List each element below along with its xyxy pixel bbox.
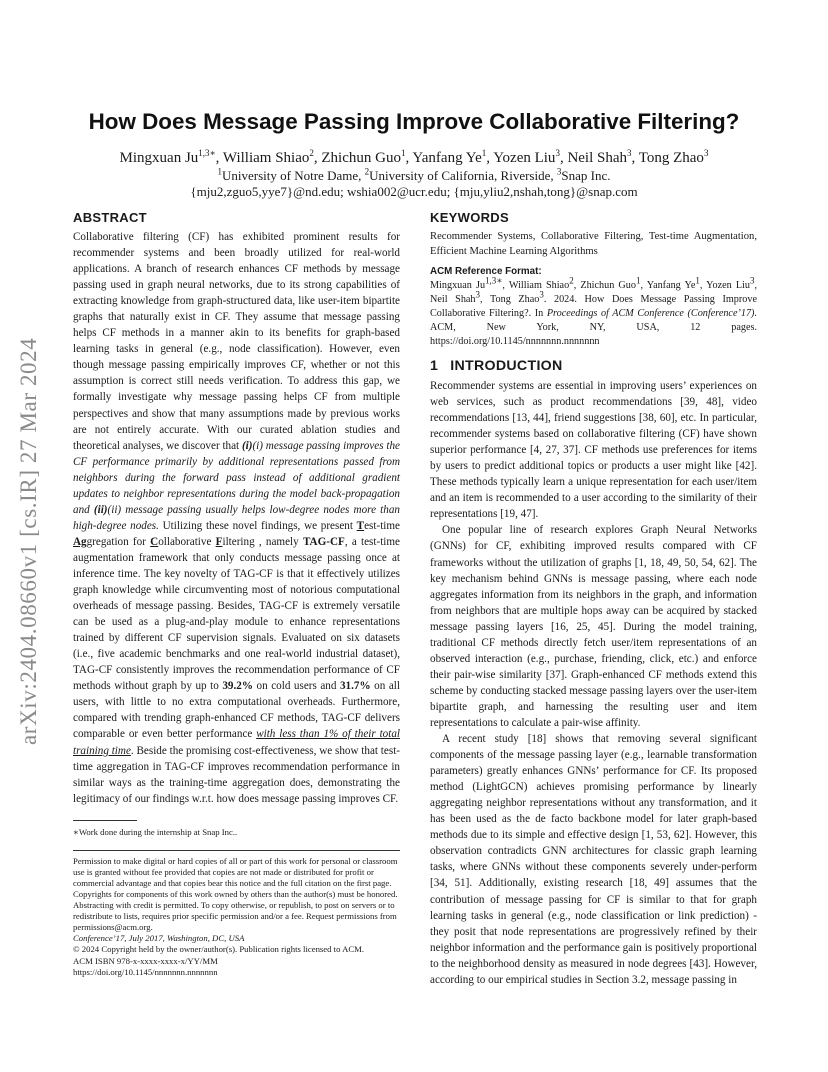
right-column bbox=[430, 210, 757, 988]
permission-notice: Permission to make digital or hard copies of all or part of this work for personal or classroom use is granted without fee provided that copies are not made or distributed for profit or commercial advantage and that copies bear this notice and the full citation on the first page. Copyrights for components of this work owned by others than the author(s) must be honored. Abstracting with credit is permitted. To copy otherwise, or republish, to post on servers or to redistribute to lists, requires prior specific permission and/or a fee. Request permissions from permissions@acm.org. bbox=[73, 855, 398, 933]
permission-divider bbox=[73, 850, 400, 851]
conference-info: Conference’17, July 2017, Washington, DC, USA bbox=[73, 933, 245, 944]
author-affil-sup: 3 bbox=[555, 148, 560, 158]
arxiv-stamp: arXiv:2404.08660v1 [cs.IR] 27 Mar 2024 bbox=[16, 337, 41, 745]
author-affil-sup: 1,3∗ bbox=[198, 148, 216, 158]
author-affil-sup: 2 bbox=[309, 148, 314, 158]
acm-reference-heading: ACM Reference Format: bbox=[430, 266, 542, 277]
copyright-line: © 2024 Copyright held by the owner/author(s). Publication rights licensed to ACM. bbox=[73, 944, 365, 955]
affiliation: University of Notre Dame, bbox=[222, 168, 365, 183]
affil-sup: 2 bbox=[364, 166, 370, 177]
affiliation: Snap Inc. bbox=[561, 168, 611, 183]
affil-sup: 3 bbox=[556, 166, 562, 177]
keywords-heading: KEYWORDS bbox=[430, 210, 509, 225]
intro-paragraph: A recent study [18] shows that removing several significant components of the message passing layer (e.g., learnable transformation parameters) greatly enhances GNNs’ performance for CF. Its proposed method (LightGCN) achieves promising performance by linearly aggregating neighbor representations without any transformation, and it has been used as the de facto backbone model for later graph-based methods due to its simple and effective design [1, 53, 62]. However, this observation contradicts GNN architectures for classic graph learning tasks, where GNNs without these components severely under-perform [34, 51]. Additionally, existing research [18, 49] assumes that the contribution of message passing for CF is similar to that for graph learning tasks in general (e.g., node classification or link prediction) - they posit that node representations are progressively refined by their neighbor information and the performance gain is positively proportional to the neighborhood density as measured in node degrees [43]. However, according to our empirical studies in Section 3.2, message passing in bbox=[430, 733, 757, 986]
acm-reference-text: Mingxuan $Ju^{1,3∗}$, William Shiao$^2$, Zhichun Guo$^1$, Yanfang Ye$^1$, Yozen Liu$^3$, Neil Shah$^3$, Tong Zhao$^3$. 2024. How Does Message Passing Improve Collaborative Filtering?. In Proceedings of ACM Conference (Conference’17). ACM, New York, NY, USA, 12 pages. https://doi.org/10.1145/nnnnnnn.nnnnnnn bbox=[430, 275, 758, 347]
abstract-text: Collaborative filtering (CF) has exhibited prominent results for recommender systems and been broadly utilized for real-world applications. A branch of research enhances CF methods by message passing used in graph neural networks, due to its strong capabilities of extracting knowledge from graph-structured data, like user-item bipartite graphs that naturally exist in CF. They assume that message passing helps CF methods in a manner akin to its benefits for graph-based learning tasks in general (e.g., node classification). However, even though message passing empirically improves CF, whether or not this assumption is correct still needs verification. To address this gap, we formally investigate why message passing helps CF from multiple perspectives and show that many assumptions made by previous works are not entirely accurate. With our curated ablation studies and theoretical analyses, we discover that (i)(i) message passing improves the CF performance primarily by additional representations passed from neighbors during the forward pass instead of additional gradient updates to neighbor representations during the model back-propagation and (ii)(ii) message passing usually helps low-degree nodes more than high-degree nodes. Utilizing these novel findings, we present Test-time Aggregation for Collaborative Filtering , namely TAG-CF, a test-time augmentation framework that only conducts message passing once at inference time. The key novelty of TAG-CF is that it effectively utilizes graph knowledge while circumventing most of notorious computational overheads of message passing. Besides, TAG-CF is extremely versatile can be used as a plug-and-play module to enhance representations trained by different CF supervision signals. Evaluated on six datasets (i.e., five academic benchmarks and one real-world industrial dataset), TAG-CF consistently improves the recommendation performance of CF methods without graph by up to 39.2% on cold users and 31.7% on all users, with little to no extra computational overheads. Furthermore, compared with trending graph-enhanced CF methods, TAG-CF delivers comparable or even better performance with less than 1% of their total training time. Beside the promising cost-effectiveness, we show that test-time aggregation in TAG-CF improves recommendation performance in similar ways as the training-time aggregation does, demonstrating the legitimacy of our findings w.r.t. how does message passing improves CF. bbox=[73, 231, 400, 805]
author-name: Tong Zhao bbox=[638, 150, 704, 166]
author-name: Yozen Liu bbox=[493, 150, 556, 166]
affiliations bbox=[0, 168, 828, 184]
author-list: Mingxuan $Ju^{1,3∗}$, William Shiao$^2$, Zhichun Guo$^1$, Yanfang Ye$^1$, Yozen Liu$^3$, Neil Shah$^3$, Tong Zhao$^3$ bbox=[119, 148, 709, 166]
footnote: ∗Work done during the internship at Snap Inc.. bbox=[73, 826, 238, 837]
isbn-line: ACM ISBN 978-x-xxxx-xxxx-x/YY/MM bbox=[73, 955, 218, 966]
author-name: Neil Shah bbox=[567, 150, 628, 166]
author-affil-sup: 3 bbox=[703, 148, 709, 158]
abstract-heading: ABSTRACT bbox=[73, 210, 147, 225]
footnote-divider bbox=[73, 820, 137, 821]
keywords-text: Recommender Systems, Collaborative Filtering, Test-time Augmentation, Efficient Machine Learning Algorithms bbox=[430, 231, 757, 257]
affil-sup: 1 bbox=[217, 166, 223, 177]
author-name: Mingxuan Ju bbox=[119, 150, 199, 166]
author-affil-sup: 3 bbox=[627, 148, 632, 158]
author-affil-sup: 1 bbox=[400, 148, 406, 158]
author-emails: {mju2,zguo5,yye7}@nd.edu; wshia002@ucr.edu; {mju,yliu2,nshah,tong}@snap.com bbox=[190, 184, 638, 199]
introduction-heading: 1 INTRODUCTION bbox=[430, 358, 563, 374]
intro-paragraph: Recommender systems are essential in improving users’ experiences on web services, such as product recommendations [39, 48], video recommendations [13, 44], friend suggestions [38, 60], etc. In particular, recommender systems based on collaborative filtering (CF) have shown superior performance [4, 27, 37]. CF methods use preferences for items by users to predict additional topics or products a user might like [42]. These methods typically learn a unique representation for each user/item and an item is recommended to a user according to the similarity of their representations [19, 47]. bbox=[430, 380, 757, 521]
author-name: Zhichun Guo bbox=[321, 150, 401, 166]
author-name: Yanfang Ye bbox=[412, 150, 482, 166]
doi-line[interactable]: https://doi.org/10.1145/nnnnnnn.nnnnnnn bbox=[73, 966, 218, 977]
intro-paragraph: One popular line of research explores Graph Neural Networks (GNNs) for CF, exhibiting improved results compared with CF frameworks without the utilization of graphs [1, 18, 49, 50, 54, 62]. The key mechanism behind GNNs is message passing, where each node aggregates information from its neighbors in the graph, and information from neighbors that are multiple hops away can be acquired by stacked message passing layers [16, 25, 45]. During the model training, traditional CF methods directly fetch user/item representations of an observed interaction (e.g., purchase, friending, click, etc.) and enforce their pair-wise similarity [37]. Graph-enhanced CF methods extend this scheme by conducting stacked message passing layers over the user-item bipartite graph, and harnessing the resulting user and item representations to calculate a pair-wise affinity. bbox=[430, 524, 757, 729]
left-column bbox=[73, 210, 400, 978]
author-affil-sup: 1 bbox=[481, 148, 487, 158]
affiliation: University of California, Riverside, bbox=[369, 168, 557, 183]
author-name: William Shiao bbox=[222, 150, 310, 166]
paper-title: How Does Message Passing Improve Collaborative Filtering? bbox=[88, 109, 740, 134]
